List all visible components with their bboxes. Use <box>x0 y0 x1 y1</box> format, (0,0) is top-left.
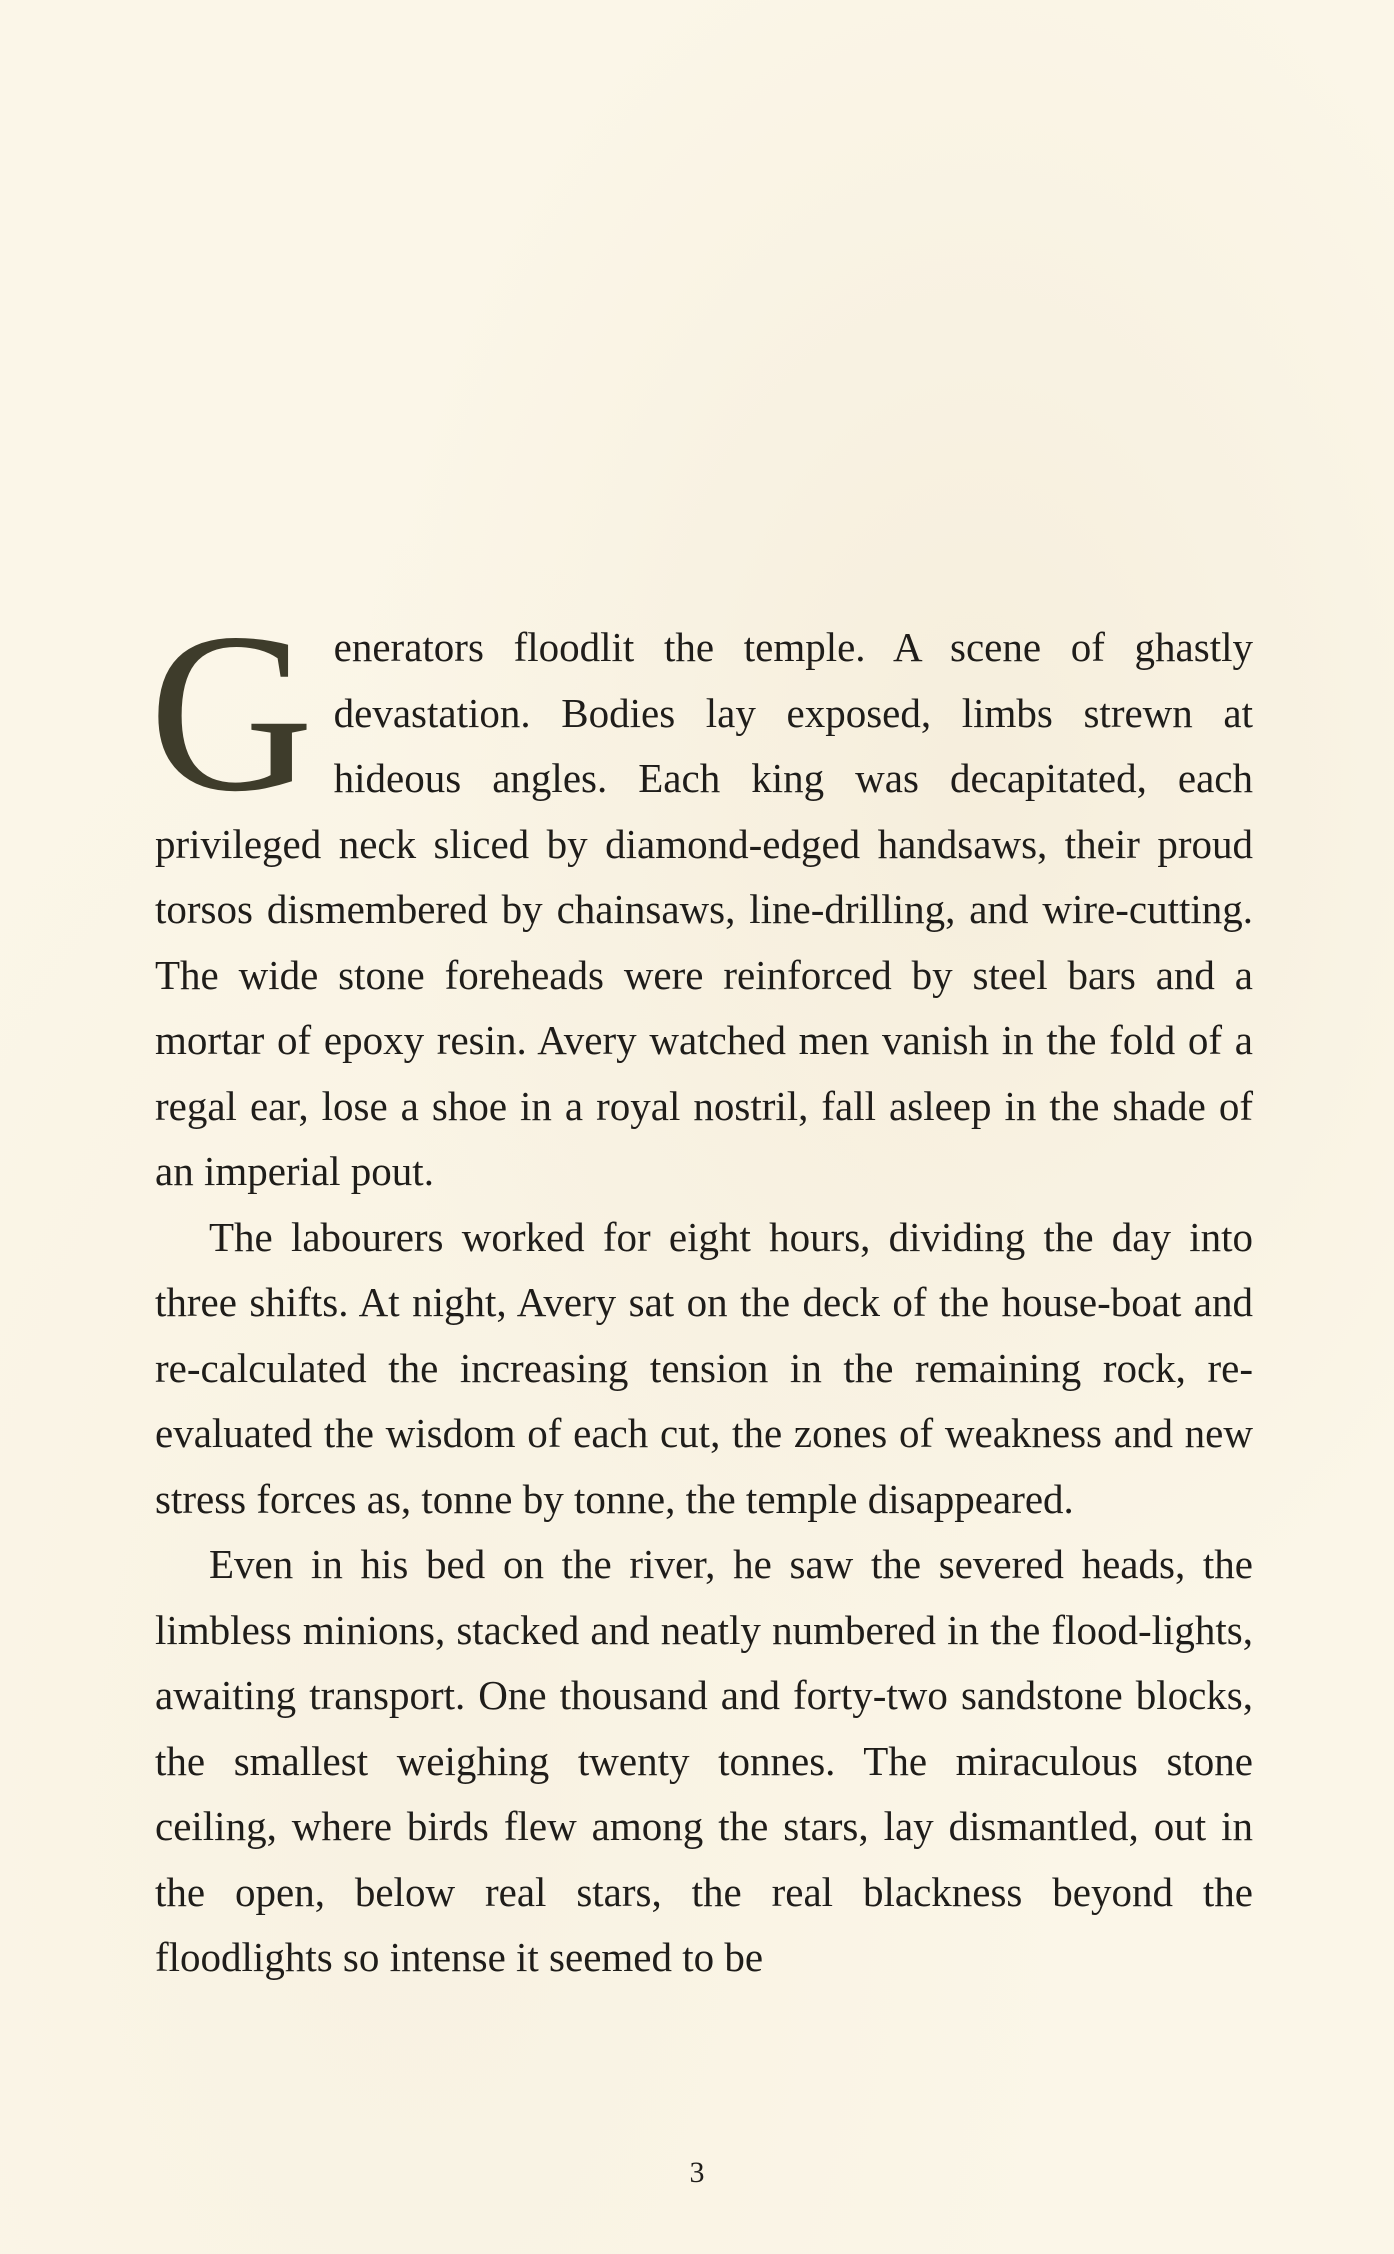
paragraph-3: Even in his bed on the river, he saw the severed heads, the limbless minions, stacked and neatly numbered in the flood-lights, awaiting transport. One thousand and forty-two sandstone blocks, the smallest weighing twenty tonnes. The miraculous stone ceiling, where birds flew among the stars, lay dismantled, out in the open, below real stars, the real blackness beyond the floodlights so intense it seemed to be <box>155 1541 1253 1980</box>
paragraph-2: The labourers worked for eight hours, dividing the day into three shifts. At night, Avery sat on the deck of the house-boat and re-calculated the increasing tension in the remaining rock, re-evaluated the wisdom of each cut, the zones of weakness and new stress forces as, tonne by tonne, the temple disappeared. <box>155 1213 1253 1522</box>
drop-cap: G <box>149 587 314 839</box>
body-text <box>149 587 1253 1991</box>
paragraph-1 <box>149 587 1253 1205</box>
paragraph-1-text: enerators floodlit the temple. A scene of ghastly devastation. Bodies lay exposed, limbs strewn at hideous angles. Each king was decapitated, each privileged neck sliced by diamond-edged handsaws, their proud torsos dismembered by chainsaws, line-drilling, and wire-cutting. The wide stone foreheads were reinforced by steel bars and a mortar of epoxy resin. Avery watched men vanish in the fold of a regal ear, lose a shoe in a royal nostril, fall asleep in the shade of an imperial pout. <box>155 624 1253 1194</box>
page-number: 3 <box>689 2156 705 2189</box>
